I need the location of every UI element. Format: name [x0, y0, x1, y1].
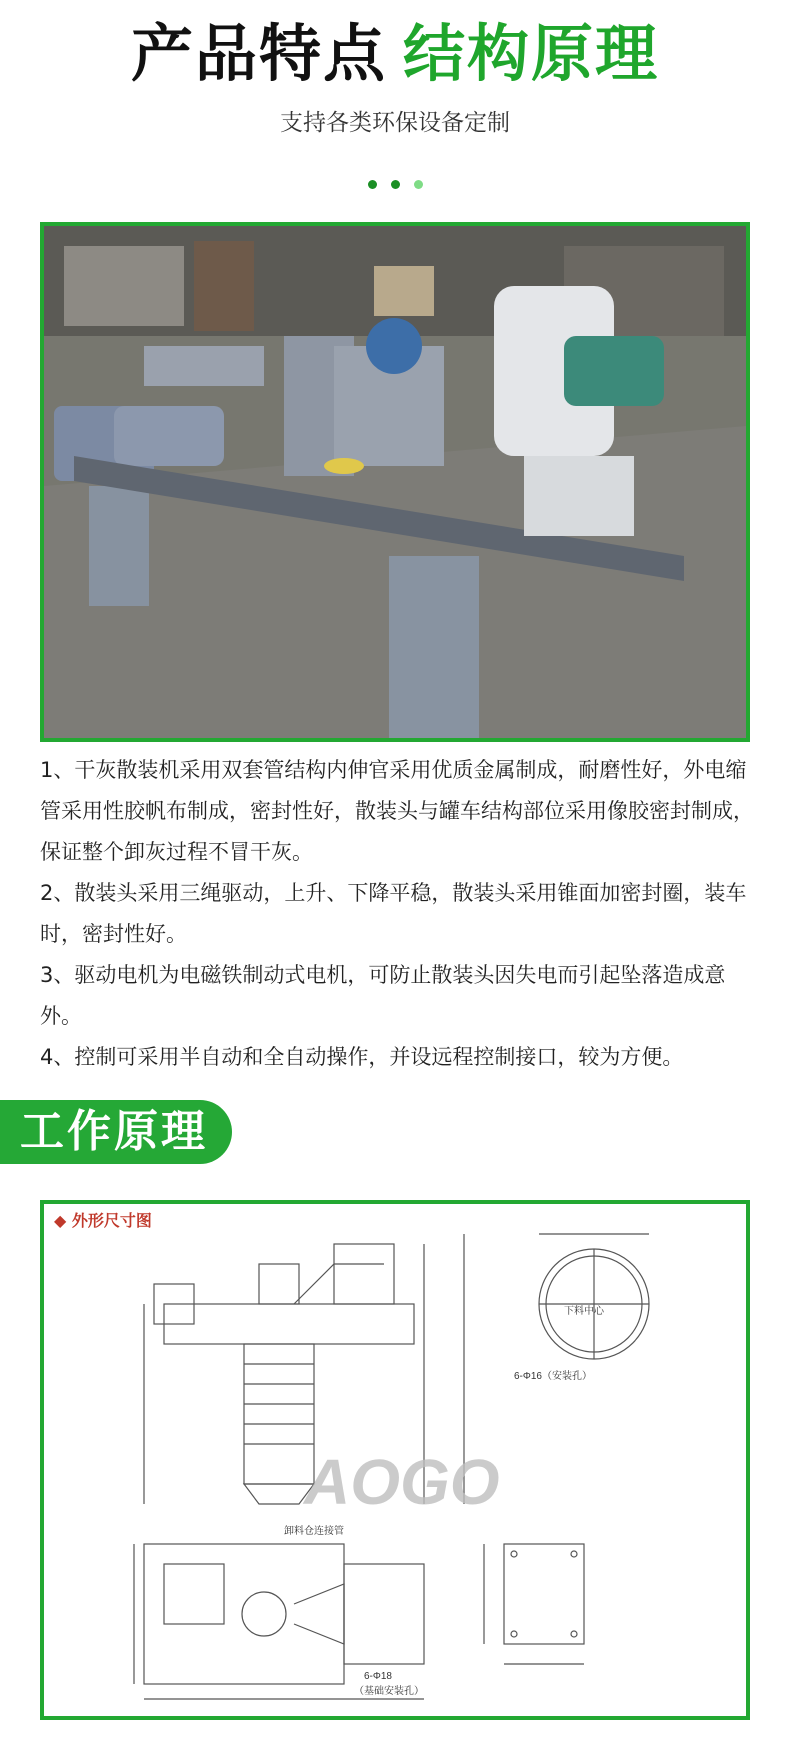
feature-list: [40, 750, 760, 1078]
product-photo: [40, 222, 750, 742]
carousel-dots: [0, 180, 790, 189]
machine-photo-illustration: [44, 226, 746, 738]
label-base-holes: 6-Φ18: [364, 1671, 392, 1682]
dot-2: [391, 180, 400, 189]
feature-item-1: 1、干灰散装机采用双套管结构内伸官采用优质金属制成，耐磨性好，外电缩管采用性胶帆布制成，密封性好，散装头与罐车结构部位采用像胶密封制成，保证整个卸灰过程不冒干灰。: [40, 758, 754, 864]
dot-3: [414, 180, 423, 189]
label-mount-holes: 6-Φ16（安装孔）: [514, 1371, 592, 1382]
feature-item-3: 3、驱动电机为电磁铁制动式电机，可防止散装头因失电而引起坠落造成意外。: [40, 963, 726, 1028]
page-title: [0, 18, 790, 90]
title-product-features: 产品特点: [130, 17, 387, 90]
feature-item-4: 4、控制可采用半自动和全自动操作，并设远程控制接口，较为方便。: [40, 1045, 684, 1069]
title-structure-principle: 结构原理: [403, 17, 660, 90]
label-pipe: 卸料仓连接管: [284, 1526, 344, 1537]
label-base-holes-note: （基础安装孔）: [354, 1686, 424, 1697]
technical-drawing: [44, 1204, 746, 1716]
watermark-logo: AOGO: [304, 1446, 500, 1518]
section-working-principle: 工作原理: [0, 1100, 232, 1164]
page-subtitle: 支持各类环保设备定制: [280, 110, 510, 136]
feature-item-2: 2、散装头采用三绳驱动，上升、下降平稳，散装头采用锥面加密封圈，装车时，密封性好。: [40, 881, 747, 946]
dimension-drawing: [40, 1200, 750, 1720]
drawing-label: ◆ 外形尺寸图: [54, 1211, 152, 1230]
dot-1: [368, 180, 377, 189]
label-center: 下料中心: [564, 1306, 604, 1317]
